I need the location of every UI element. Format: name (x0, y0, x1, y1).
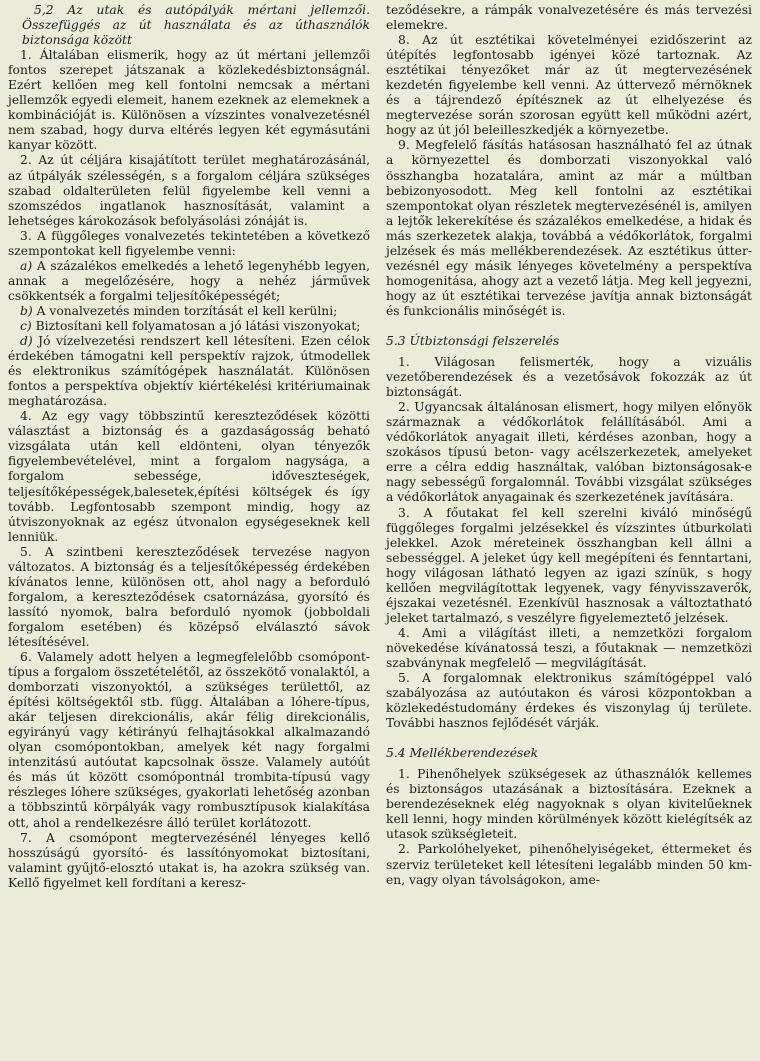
right-column (386, 3, 752, 888)
list-marker: b) (20, 303, 33, 318)
list-marker: d) (20, 334, 33, 349)
paragraph-continuation: teződésekre, a rámpák vonalvezetésére és más tervezési elemekre. (386, 3, 752, 33)
paragraph: 2. Az út céljára kisajátított terület meghatározásánál, az útpályák szélességén, s a forgalom céljára szükséges szabad oldalterületen felül figyelembe kell venni a szomszédos ingatlanok hasznosítását, valamint a lehetséges károkozások befolyásolási zónáját is. (8, 153, 370, 228)
paragraph: 7. A csomópont megtervezésénél lényeges kellő hosszúságú gyorsító- és lassítónyomokat biztosítani, valamint gyűjtő-elosztó utakat is, ha azokra szükség van. Kellő figyelmet kell fordítani a keresz- (8, 830, 370, 890)
section-heading-5-4: 5.4 Mellékberendezések (386, 746, 539, 761)
paragraph: 9. Megfelelő fásítás hatásosan használható fel az útnak a környezettel és domborzati viszonyokkal való összhangba hozatalára, amint az már a múltban bebizonyosodott. Meg kell fontolni az esztétikai szempontokat olyan részletek megtervezésénél is, amilyen a lejtők lekerekítése és százalékos emelkedése, a hidak és más szerkezetek alakja, továbbá a védőkorlátok, forgalmi jelzések és más mellékberendezések. Az esztétikus útter-vezésnél egy másik lényeges követelmény a perspektíva homogenitása, ahogy azt a vezető látja. Meg kell jegyezni, hogy az út esztétikai tervezése javítja annak biztonságát és funkcionális minőségét is. (386, 138, 752, 318)
list-item-b: b) A vonalvezetés minden torzítását el kell kerülni; (20, 303, 338, 318)
paragraph: 4. Ami a világítást illeti, a nemzetközi forgalom növekedése kívánatossá teszi, a főutaknak — nemzetközi szabványnak megfelelő — megvilágítását. (386, 625, 752, 670)
list-item-c: c) Biztosítani kell folyamatosan a jó látási viszonyokat; (20, 318, 361, 333)
list-marker: a) (20, 258, 33, 273)
paragraph: 6. Valamely adott helyen a legmegfelelőbb csomópont-típus a forgalom összetételétől, az összekötő vonalaktól, a domborzati viszonyoktól, a szükséges területtől, az építési költségektől stb. függ. Általában a lóhere-típus, akár teljesen direkcionális, akár félig direkcionális, egyirányú vagy kétirányú felhajtásokkal alkalmazandó olyan csomópontokban, amelyek két nagy forgalmi intenzitású autóutat kapcsolnak össze. Valamely autóút és más út között csomópontnál trombita-típusú vagy részleges lóhere szükséges, gyakorlati lehetőség azonban a többszintű körpályák vagy rombusztípusok kialakítása ott, ahol a rendelkezésre álló terület korlátozott. (8, 650, 370, 830)
paragraph: 2. Ugyancsak általánosan elismert, hogy milyen előnyök származnak a védőkorlátok felállításából. Ami a védőkorlátok anyagait illeti, kérdéses azonban, hogy a szokásos típusú beton- vagy acélszerkezetek, amelyeket erre a célra eddig használtak, valóban biztonságosak-e nagy sebességű forgalomnál. További vizsgálat szükséges a védőkorlátok anyagainak és szerkezetének javítására. (386, 400, 752, 505)
paragraph: 1. Pihenőhelyek szükségesek az úthasználók kellemes és biztonságos utazásának a biztosítására. Ezeknek a berendezéseknek elég nagyoknak s olyan kivitelűeknek kell lenni, hogy minden körülmények között kielégítsék az utasok szükségleteit. (386, 767, 752, 842)
paragraph: 2. Parkolóhelyeket, pihenőhelyiségeket, éttermeket és szerviz területeket kell létesíteni legalább minden 50 km-en, vagy olyan távolságokon, ame- (386, 842, 752, 887)
paragraph: 5. A forgalomnak elektronikus számítógéppel való szabályozása az autóutakon és városi központokban a közlekedéstudomány érdekes és viszonylag új területe. További hasznos fejlődését várják. (386, 671, 752, 731)
paragraph: 3. A főutakat fel kell szerelni kiváló minőségű függőleges forgalmi jelzésekkel és vízszintes útburkolati jelekkel. Azok méreteinek összhangban kell állni a sebességgel. A jeleket úgy kell megépíteni és fenntartani, hogy világosan látható legyen az igazi színük, s hogy kellően megvilágítottak legyenek, vagy fényvisszaverők, éjszakai vezetésnél. Ezenkívül hasznosak a változtatható jeleket tartalmazó, s veszélyre figyelemeztető jelzések. (386, 505, 752, 625)
paragraph: 4. Az egy vagy többszintű kereszteződések közötti választást a biztonság és a gazdaságosság beható vizsgálata után kell eldönteni, olyan tényezők figyelembevételével, mint a forgalom nagysága, a forgalom sebessége, időveszteségek, teljesítőképességek,balesetek,építési költségek és így tovább. Legfontosabb szempont mindig, hogy az útviszonyoknak az egész útvonalon egységeseknek kell lenniük. (8, 409, 370, 544)
list-item-d: d) Jó vízelvezetési rendszert kell létesíteni. Ezen célok érdekében támogatni kell perspektív rajzok, útmodellek és elektronikus számítógépek használatát. Különösen fontos a perspektíva objektív kiértékelési kritériumainak meghatározása. (8, 334, 370, 409)
section-heading-5-2: 5,2 Az utak és autópályák mértani jellemzői. Összefüggés az út használata és az úthasználók biztonsága között (22, 3, 370, 48)
paragraph: 1. Általában elismerik, hogy az út mértani jellemzői fontos szerepet játszanak a közlekedésbiztonságnál. Ezért kellően meg kell fontolni nemcsak a mértani jellemzők egyedi elemeit, hanem ezeknek az elemeknek a kombinációját is. Különösen a vízszintes vonalvezetésnél nem szabad, hogy durva eltérés legyen két egymásutáni kanyar között. (8, 48, 370, 153)
list-item-a: a) A százalékos emelkedés a lehető legenyhébb legyen, annak a megelőzésére, hogy a nehéz járművek csökkentsék a forgalmi teljesítőképességét; (8, 258, 370, 303)
paragraph: 5. A szintbeni kereszteződések tervezése nagyon változatos. A biztonság és a teljesítőképesség érdekében kívánatos lenne, különösen ott, ahol nagy a beforduló forgalom, a kereszteződések csatornázása, gyorsító és lassító nyomok, balra beforduló nyomok (jobboldali forgalom esetében) és középső elválasztó sávok létesítésével. (8, 544, 370, 649)
left-column (8, 3, 370, 891)
paragraph: 3. A függőleges vonalvezetés tekintetében a következő szempontokat kell figyelembe venni: (8, 228, 370, 258)
list-marker: c) (20, 318, 32, 333)
paragraph: 1. Világosan felismerték, hogy a vizuális vezetőberendezések és a vezetősávok fokozzák az út biztonságát. (386, 355, 752, 400)
paragraph: 8. Az út esztétikai követelményei ezidőszerint az útépítés legfontosabb igényei közé tartoznak. Az esztétikai tényezőket már az út megtervezésének kezdetén figyelembe kell venni. Az úttervező mérnöknek és a tájrendező építésznek az út elhelyezése és megtervezése során szorosan együtt kell működni azért, hogy az út jól beleilleszkedjék a környezetbe. (386, 33, 752, 138)
section-heading-5-3: 5.3 Útbiztonsági felszerelés (386, 333, 560, 348)
